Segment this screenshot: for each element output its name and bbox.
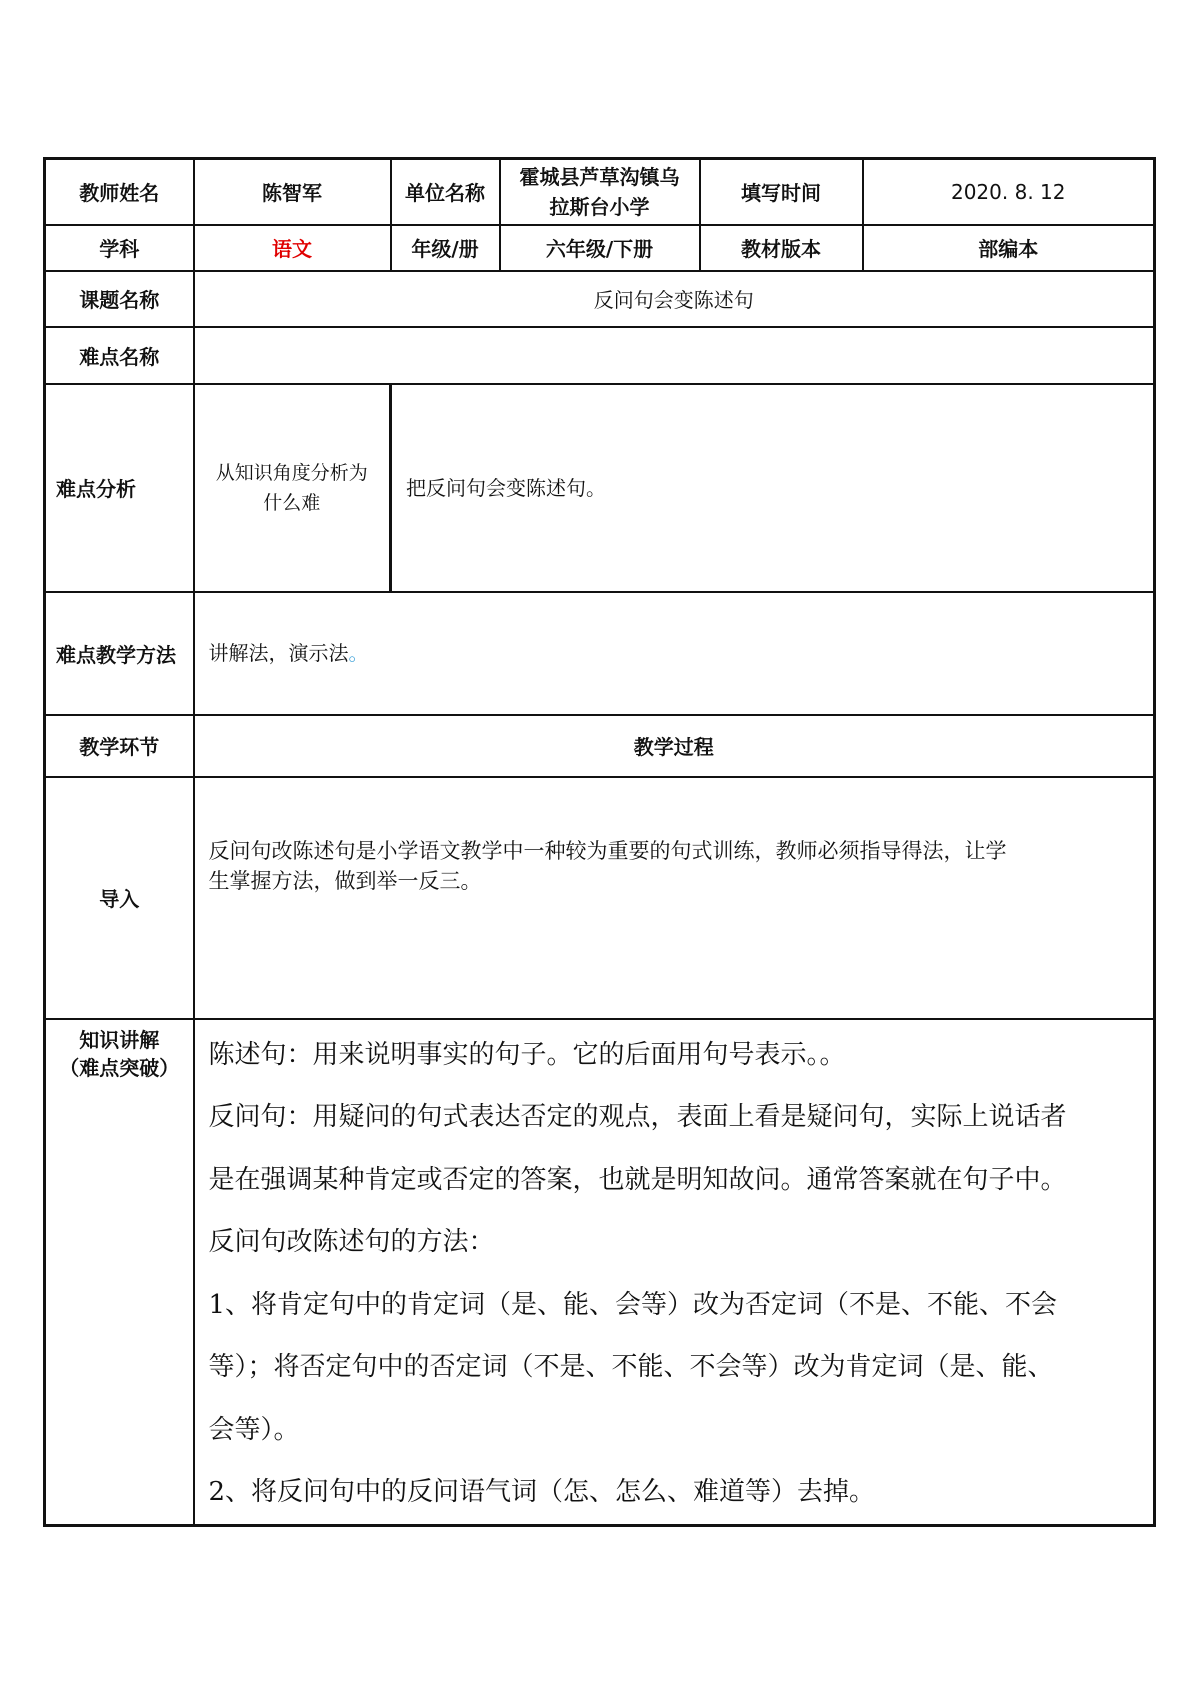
fill-date-label: 填写时间 xyxy=(700,159,863,225)
knowledge-line: 2、将反问句中的反问语气词（怎、怎么、难道等）去掉。 xyxy=(208,1477,876,1507)
intro-line-2: 生掌握方法，做到举一反三。 xyxy=(208,868,482,893)
knowledge-line: 反问句改陈述句的方法： xyxy=(208,1227,495,1257)
subject-value: 语文 xyxy=(194,225,391,271)
analysis-sub-label-line-2: 什么难 xyxy=(263,491,321,514)
fill-date-value: 2020. 8. 12 xyxy=(863,159,1155,225)
process-label: 教学过程 xyxy=(194,715,1155,777)
knowledge-line: 反问句：用疑问的句式表达否定的观点，表面上看是疑问句，实际上说话者 xyxy=(208,1102,1067,1132)
intro-label: 导入 xyxy=(45,777,194,1019)
knowledge-label-line-1: 知识讲解 xyxy=(79,1027,160,1052)
method-text: 讲解法，演示法 xyxy=(208,641,349,665)
topic-label: 课题名称 xyxy=(45,271,194,327)
teacher-name-label: 教师姓名 xyxy=(45,159,194,225)
analysis-value: 把反问句会变陈述句。 xyxy=(391,384,1155,592)
intro-line-1: 反问句改陈述句是小学语文教学中一种较为重要的句式训练，教师必须指导得法，让学 xyxy=(208,838,1007,863)
edition-label: 教材版本 xyxy=(700,225,863,271)
unit-name-label: 单位名称 xyxy=(391,159,500,225)
analysis-sub-label xyxy=(194,384,391,592)
unit-name-value xyxy=(500,159,700,225)
method-value xyxy=(194,592,1155,715)
unit-name-line-1: 霍城县芦草沟镇乌 xyxy=(519,164,680,189)
knowledge-label-line-2: （难点突破） xyxy=(59,1055,180,1080)
edition-value: 部编本 xyxy=(863,225,1155,271)
knowledge-line: 1、将肯定句中的肯定词（是、能、会等）改为否定词（不是、不能、不会 xyxy=(208,1289,1058,1320)
knowledge-label xyxy=(45,1019,194,1526)
method-label: 难点教学方法 xyxy=(45,592,194,715)
analysis-sub-label-line-1: 从知识角度分析为 xyxy=(215,461,368,484)
method-row xyxy=(45,592,1155,715)
topic-value: 反问句会变陈述句 xyxy=(194,271,1155,327)
knowledge-line: 是在强调某种肯定或否定的答案，也就是明知故问。通常答案就在句子中。 xyxy=(208,1164,1067,1195)
intro-text xyxy=(194,777,1155,1019)
unit-name-line-2: 拉斯台小学 xyxy=(549,194,650,219)
stage-label: 教学环节 xyxy=(45,715,194,777)
difficulty-row xyxy=(45,327,1155,384)
process-header-row xyxy=(45,715,1155,777)
topic-row xyxy=(45,271,1155,327)
grade-label: 年级/册 xyxy=(391,225,500,271)
header-row-1 xyxy=(45,159,1155,225)
lesson-plan-table xyxy=(43,157,1156,1527)
method-trailing-mark: 。 xyxy=(348,641,369,665)
analysis-row xyxy=(45,384,1155,592)
knowledge-row xyxy=(45,1019,1155,1526)
knowledge-line: 等）；将否定句中的否定词（不是、不能、不会等）改为肯定词（是、能、 xyxy=(208,1352,1054,1382)
knowledge-line: 会等）。 xyxy=(208,1414,300,1445)
difficulty-value xyxy=(194,327,1155,384)
header-row-2 xyxy=(45,225,1155,271)
difficulty-label: 难点名称 xyxy=(45,327,194,384)
teacher-name-value: 陈智军 xyxy=(194,159,391,225)
analysis-label: 难点分析 xyxy=(45,384,194,592)
intro-row xyxy=(45,777,1155,1019)
knowledge-text xyxy=(194,1019,1155,1526)
grade-value: 六年级/下册 xyxy=(500,225,700,271)
knowledge-line: 陈述句：用来说明事实的句子。它的后面用句号表示。。 xyxy=(208,1039,846,1070)
subject-label: 学科 xyxy=(45,225,194,271)
